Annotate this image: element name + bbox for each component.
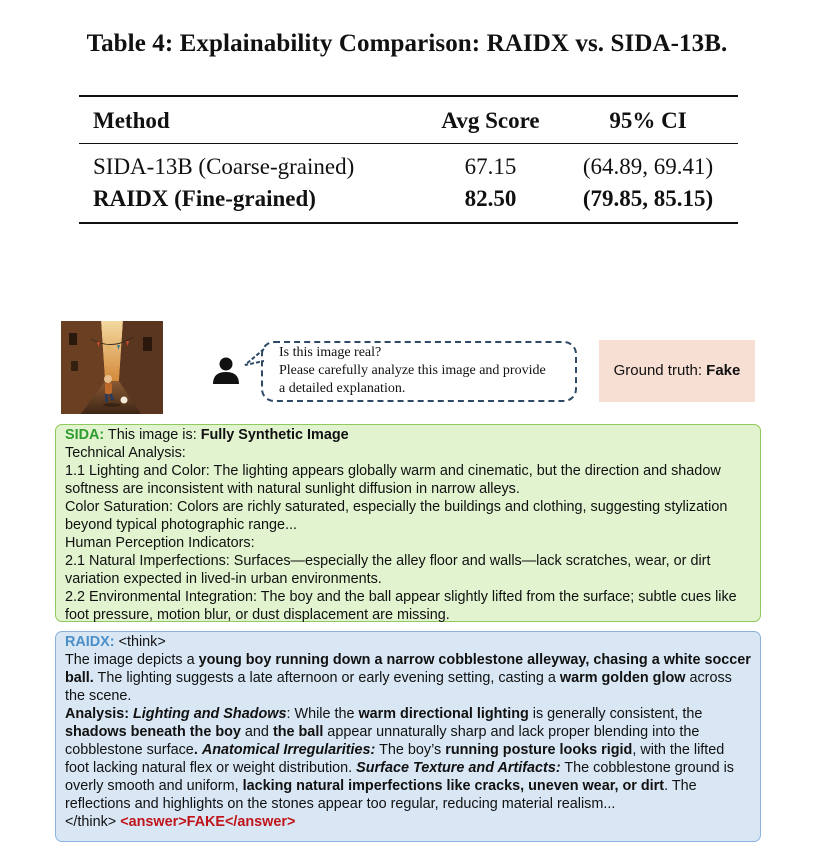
cell-ci: (64.89, 69.41)	[582, 154, 714, 179]
text-span: appear unnaturally sharp and lack proper blending into the cobblestone surface	[65, 724, 700, 758]
cell-avg: 82.50	[423, 183, 558, 223]
bold-span: shadows beneath the boy	[65, 724, 241, 740]
text-span: and	[240, 724, 273, 740]
sida-line: Color Saturation: Colors are richly saturated, especially the buildings and clothing, suggesting stylization beyond typical photographic range...	[65, 499, 728, 533]
raidx-label: RAIDX:	[65, 634, 115, 650]
think-open-tag: <think>	[114, 634, 166, 650]
alley-photo-thumbnail	[61, 321, 163, 414]
text-span: : While the	[286, 706, 359, 722]
raidx-response-box	[55, 631, 761, 842]
raidx-analysis	[65, 705, 751, 813]
bold-span: the ball	[272, 724, 324, 740]
text-span: . The reflections and highlights on the stones appear too regular, reducing material realism...	[65, 778, 697, 812]
analysis-subheading: Surface Texture and Artifacts:	[356, 760, 561, 776]
text-span: The boy’s	[375, 742, 446, 758]
text-span: The lighting suggests a late afternoon or early evening setting, casting a	[93, 670, 560, 686]
table-caption: Table 4: Explainability Comparison: RAIDX vs. SIDA-13B.	[86, 30, 728, 57]
comparison-table	[79, 95, 738, 224]
sida-line: Human Perception Indicators:	[65, 535, 255, 551]
bold-span: warm golden glow	[559, 670, 686, 686]
header-avg-score: Avg Score	[423, 96, 558, 144]
bold-span: lacking natural imperfections like cracks, uneven wear, or dirt	[242, 778, 665, 794]
ground-truth-value: Fake	[706, 362, 741, 379]
analysis-subheading: Lighting and Shadows	[132, 706, 287, 722]
table-header-row	[79, 96, 738, 144]
sida-line: Technical Analysis:	[65, 445, 186, 461]
cell-method: SIDA-13B (Coarse-grained)	[93, 154, 355, 179]
user-icon	[211, 355, 241, 385]
prompt-line: a detailed explanation.	[279, 381, 406, 396]
raidx-description	[65, 651, 751, 705]
sida-label: SIDA:	[65, 427, 105, 443]
analysis-heading: Analysis:	[65, 706, 133, 722]
text-span: , with the lifted foot lacking natural flex or weight distribution.	[65, 742, 725, 776]
bold-span: young boy running down a narrow cobblestone alleyway, chasing a white soccer ball.	[65, 652, 751, 686]
bold-span: running posture looks rigid	[445, 742, 633, 758]
text-span: is generally consistent, the	[528, 706, 703, 722]
bold-span: warm directional lighting	[358, 706, 529, 722]
table-row	[79, 144, 738, 184]
cell-ci: (79.85, 85.15)	[558, 183, 738, 223]
header-method: Method	[79, 96, 423, 144]
table-row	[79, 183, 738, 223]
header-ci: 95% CI	[558, 96, 738, 144]
sida-line: 2.1 Natural Imperfections: Surfaces—especially the alley floor and walls—lack scratches, wear, or dirt variation expected in lived-in urban environments.	[65, 553, 711, 587]
sida-verdict-prefix: This image is:	[104, 427, 201, 443]
alley-photo-illustration	[61, 321, 163, 414]
sida-response-box	[55, 424, 761, 622]
sida-verdict: Fully Synthetic Image	[200, 427, 349, 443]
ground-truth-badge	[599, 340, 755, 402]
bold-span: .	[193, 742, 202, 758]
cell-avg: 67.15	[464, 154, 517, 179]
text-span: The image depicts a	[65, 652, 199, 668]
text-span: across the scene.	[65, 670, 732, 704]
think-close-tag: </think>	[65, 814, 121, 830]
prompt-speech-bubble	[261, 341, 577, 402]
ground-truth-label: Ground truth:	[613, 362, 707, 379]
sida-line: 1.1 Lighting and Color: The lighting appears globally warm and cinematic, but the direction and shadow softness are inconsistent with natural sunlight diffusion in narrow alleys.	[65, 463, 721, 497]
text-span: The cobblestone ground is overly smooth and uniform,	[65, 760, 734, 794]
analysis-subheading: Anatomical Irregularities:	[201, 742, 376, 758]
cell-method: RAIDX (Fine-grained)	[79, 183, 423, 223]
prompt-line: Please carefully analyze this image and provide	[279, 363, 546, 378]
prompt-line: Is this image real?	[279, 345, 382, 360]
sida-line: 2.2 Environmental Integration: The boy and the ball appear slightly lifted from the surface; subtle cues like foot pressure, motion blur, or dust displacement are missing.	[65, 589, 737, 623]
answer-tag: <answer>FAKE</answer>	[120, 814, 296, 830]
